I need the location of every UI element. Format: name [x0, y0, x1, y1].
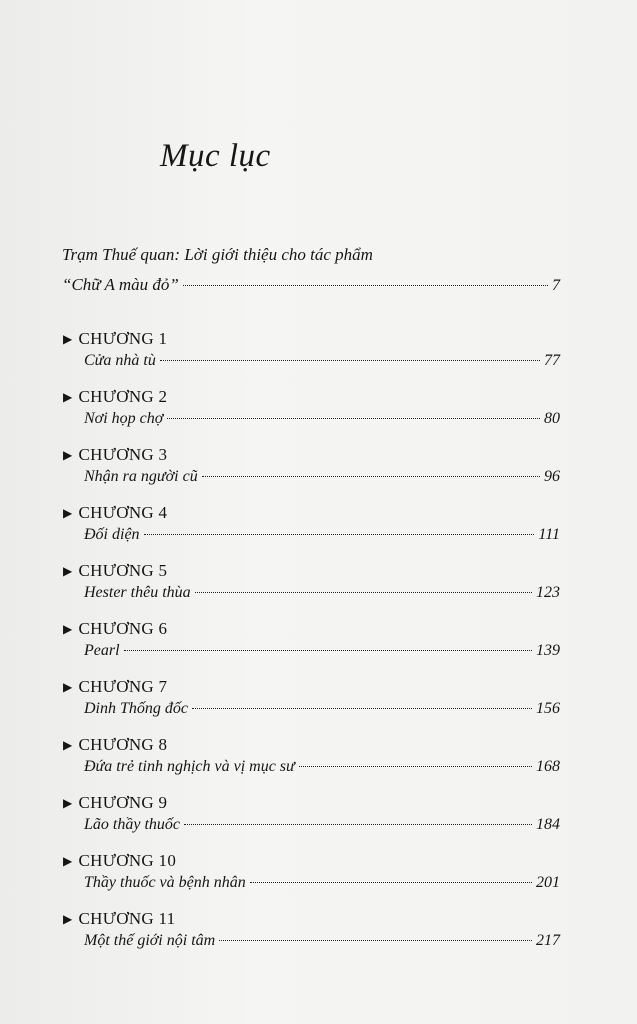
chapter-item	[62, 732, 560, 790]
chapter-page-number: 96	[544, 468, 560, 485]
chapter-heading: CHƯƠNG 8	[78, 735, 168, 754]
triangle-right-icon: ▶	[63, 563, 73, 578]
intro-title-line-2: “Chữ A màu đỏ”	[62, 275, 179, 294]
chapter-title: Cửa nhà tù	[84, 352, 156, 369]
chapter-page-number: 80	[544, 410, 560, 427]
leader-dots	[219, 940, 532, 941]
chapter-heading: CHƯƠNG 11	[78, 909, 176, 928]
chapter-item	[62, 558, 560, 616]
chapter-title: Nơi họp chợ	[84, 410, 164, 427]
chapter-item	[62, 790, 560, 848]
leader-dots	[299, 766, 532, 767]
leader-dots	[202, 476, 540, 477]
chapter-item	[62, 906, 560, 964]
chapter-page-number: 123	[536, 584, 560, 601]
chapter-item	[62, 442, 560, 500]
leader-dots	[250, 882, 532, 883]
intro-entry	[62, 240, 560, 301]
chapter-item	[62, 674, 560, 732]
chapter-page-number: 77	[544, 352, 560, 369]
chapter-item	[62, 848, 560, 906]
triangle-right-icon: ▶	[63, 389, 73, 404]
triangle-right-icon: ▶	[63, 911, 73, 926]
intro-title-line-2-row	[62, 270, 560, 301]
triangle-right-icon: ▶	[63, 621, 73, 636]
chapter-heading: CHƯƠNG 5	[78, 561, 168, 580]
leader-dots	[184, 824, 532, 825]
chapter-page-number: 184	[536, 816, 560, 833]
chapter-page-number: 217	[536, 932, 560, 949]
triangle-right-icon: ▶	[63, 505, 73, 520]
chapter-page-number: 168	[536, 758, 560, 775]
chapter-page-number: 201	[536, 874, 560, 891]
chapter-heading: CHƯƠNG 2	[78, 387, 168, 406]
chapter-title: Dinh Thống đốc	[84, 700, 188, 717]
chapter-page-number: 139	[536, 642, 560, 659]
intro-title-line-1: Trạm Thuế quan: Lời giới thiệu cho tác phẩm	[62, 245, 373, 264]
chapter-heading: CHƯƠNG 9	[78, 793, 168, 812]
chapter-title: Pearl	[84, 642, 120, 659]
leader-dots	[144, 534, 535, 535]
chapter-title: Đứa trẻ tinh nghịch và vị mục sư	[84, 758, 295, 775]
chapter-heading: CHƯƠNG 3	[78, 445, 168, 464]
triangle-right-icon: ▶	[63, 679, 73, 694]
chapter-title: Hester thêu thùa	[84, 584, 191, 601]
intro-page-number: 7	[552, 277, 560, 294]
triangle-right-icon: ▶	[63, 737, 73, 752]
chapter-item	[62, 616, 560, 674]
chapter-title: Một thế giới nội tâm	[84, 932, 216, 949]
leader-dots	[183, 285, 548, 286]
leader-dots	[192, 708, 532, 709]
chapter-heading: CHƯƠNG 10	[78, 851, 177, 870]
leader-dots	[167, 418, 540, 419]
chapter-page-number: 156	[536, 700, 560, 717]
leader-dots	[195, 592, 532, 593]
chapter-item	[62, 500, 560, 558]
chapter-item	[62, 384, 560, 442]
triangle-right-icon: ▶	[63, 447, 73, 462]
chapter-title: Thầy thuốc và bệnh nhân	[84, 874, 246, 891]
page-title: Mục lục	[160, 138, 271, 174]
triangle-right-icon: ▶	[63, 853, 73, 868]
chapter-heading: CHƯƠNG 6	[78, 619, 168, 638]
chapter-page-number: 111	[538, 526, 560, 543]
chapter-heading: CHƯƠNG 4	[78, 503, 168, 522]
triangle-right-icon: ▶	[63, 331, 73, 346]
chapter-item	[62, 326, 560, 384]
chapter-list	[62, 326, 560, 964]
chapter-title: Lão thầy thuốc	[84, 816, 180, 833]
chapter-heading: CHƯƠNG 1	[78, 329, 168, 348]
chapter-heading: CHƯƠNG 7	[78, 677, 168, 696]
leader-dots	[124, 650, 532, 651]
triangle-right-icon: ▶	[63, 795, 73, 810]
chapter-title: Nhận ra người cũ	[84, 468, 198, 485]
leader-dots	[160, 360, 540, 361]
chapter-title: Đối diện	[84, 526, 140, 543]
